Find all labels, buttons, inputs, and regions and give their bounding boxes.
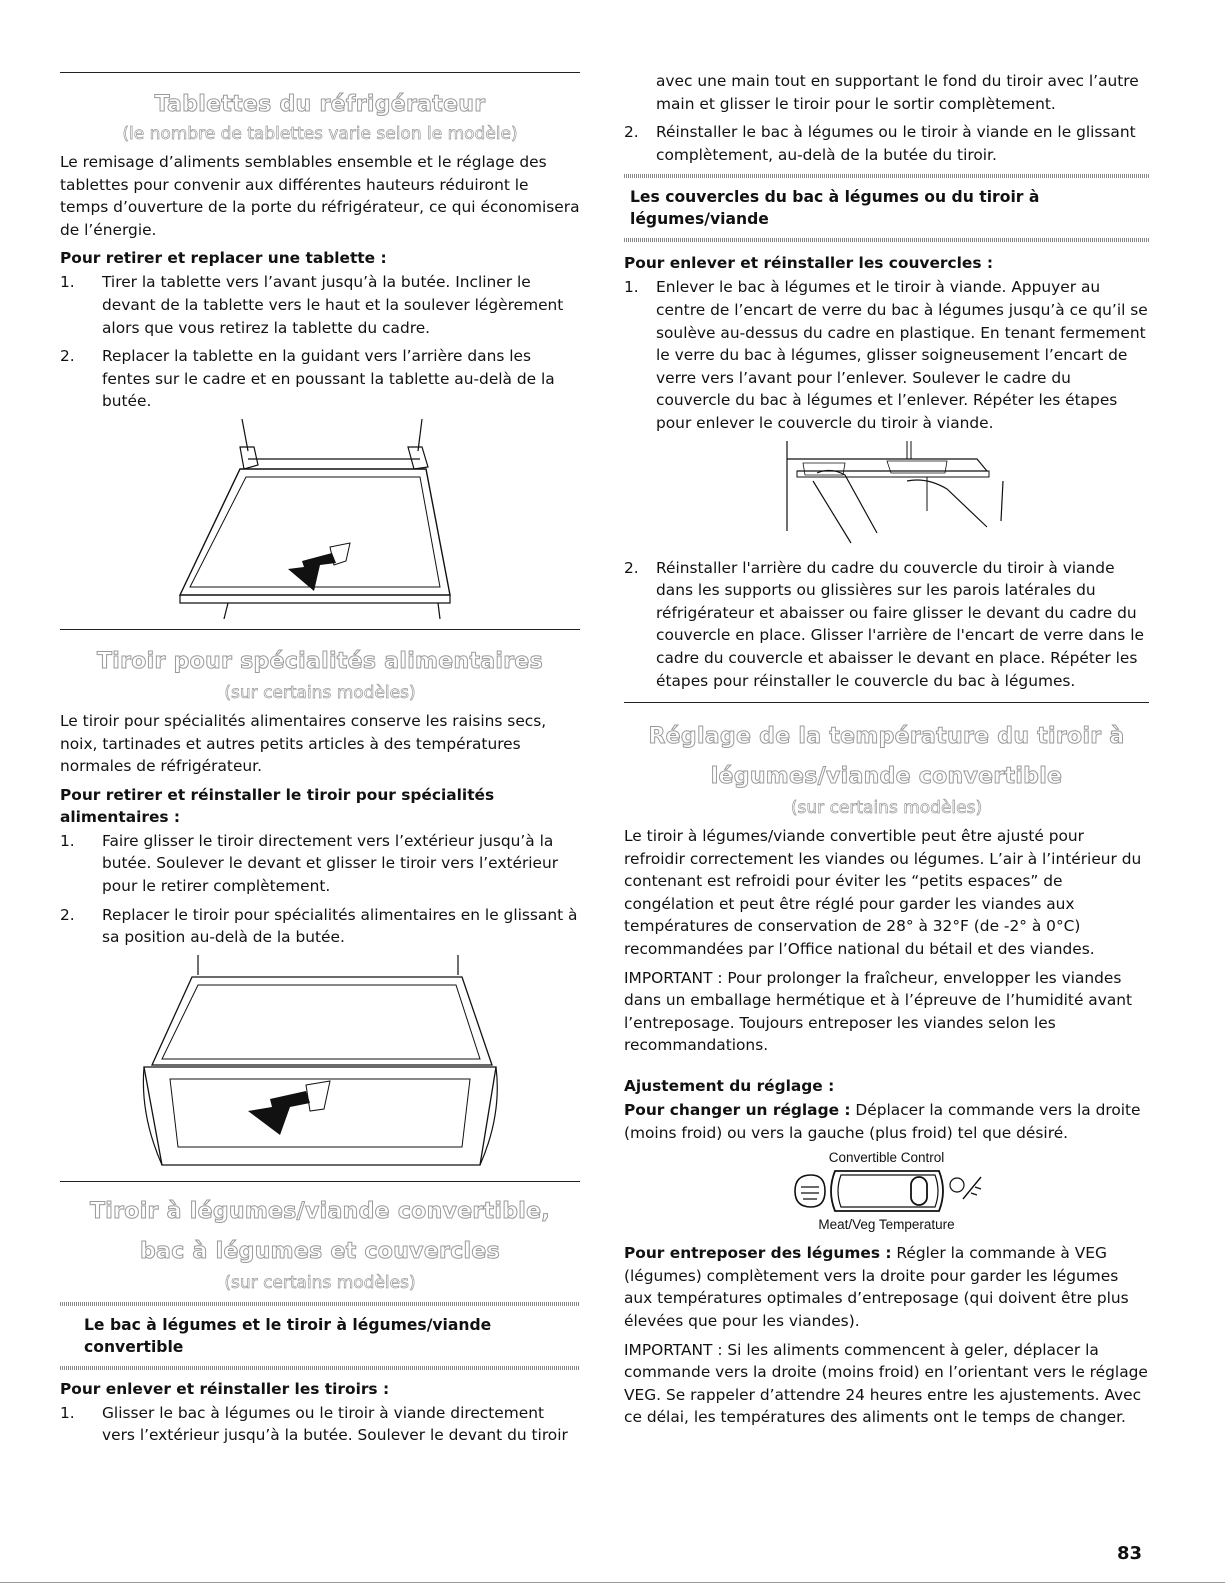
section-title-crisper-line1: Tiroir à légumes/viande convertible,	[90, 1198, 550, 1224]
list-item: 2. Réinstaller l'arrière du cadre du couvercle du tiroir à viande dans les supports ou glissières sur les parois latérales du réfrigérateur et abaisser ou faire glisser le devant du cadre du couvercle en place. Glisser l'arrière de l'encart de verre dans le cadre du couvercle et abaisser le devant en place. Répéter les étapes pour réinstaller le couvercle du bac à légumes.	[624, 558, 1144, 690]
list-item: 1. Tirer la tablette vers l’avant jusqu’à la butée. Incliner le devant de la tablette vers le haut et la soulever légèrement alors que vous retirez la tablette du cadre.	[60, 273, 564, 337]
covers-box-heading: Les couvercles du bac à légumes ou du tiroir à légumes/viande	[624, 174, 1149, 242]
vegetable-icon	[950, 1177, 981, 1199]
section-title-temp-line2: légumes/viande convertible	[710, 764, 1063, 790]
shelves-intro: Le remisage d’aliments semblables ensemble et le réglage des tablettes pour convenir aux différentes hauteurs réduiront le temps d’ouverture de la porte du réfrigérateur, ce qui économisera de l’énergie.	[60, 153, 580, 239]
list-item: 2. Replacer le tiroir pour spécialités alimentaires en le glissant à sa position au-delà de la butée.	[60, 905, 578, 947]
section-title-temp-line1: Réglage de la température du tiroir à	[648, 724, 1125, 750]
shelves-heading: Pour retirer et replacer une tablette :	[60, 249, 387, 268]
right-column	[624, 0, 1149, 1429]
section-subtitle-temp: (sur certains modèles)	[790, 798, 983, 819]
crisper-box-heading: Le bac à légumes et le tiroir à légumes/viande convertible	[60, 1302, 580, 1370]
specialty-heading: Pour retirer et réinstaller le tiroir pour spécialités alimentaires :	[60, 785, 495, 826]
section-subtitle-specialty-drawer: (sur certains modèles)	[224, 682, 416, 703]
page-number: 83	[1116, 1543, 1142, 1564]
temp-intro: Le tiroir à légumes/viande convertible peut être ajusté pour refroidir correctement les viandes ou légumes. L’air à l’intérieur du contenant est refroidi pour éviter les “petits espaces” de congélation et peut être réglé pour garder les viandes aux températures de conservation de 28° à 32°F (de -2° à 0°C) recommandées par l’Office national du bétail et des viandes.	[624, 827, 1142, 959]
covers-steps	[624, 276, 1149, 434]
control-slider[interactable]	[911, 1177, 927, 1205]
cover-removal-illustration	[757, 441, 1017, 551]
list-item: 1. Enlever le bac à légumes et le tiroir à viande. Appuyer au centre de l’encart de verre du bac à légumes jusqu’à ce qu’il se soulève au-dessus du cadre en plastique. En tenant fermement le verre du bac à légumes, glisser soigneusement l’encart de verre vers l’avant pour l’enlever. Soulever le cadre du couvercle du bac à légumes et l’enlever. Répéter les étapes pour enlever le couvercle du tiroir à viande.	[624, 278, 1148, 432]
specialty-steps	[60, 830, 580, 949]
list-item: 1. Glisser le bac à légumes ou le tiroir à viande directement vers l’extérieur jusqu’à la butée. Soulever le devant du tiroir	[60, 1403, 568, 1445]
covers-heading: Pour enlever et réinstaller les couvercles :	[624, 254, 993, 273]
change-setting-paragraph: Pour changer un réglage : Déplacer la commande vers la droite (moins froid) ou vers la gauche (plus froid) tel que désiré.	[624, 1101, 1141, 1142]
adjust-heading: Ajustement du réglage :	[624, 1077, 835, 1096]
temp-important-1: IMPORTANT : Pour prolonger la fraîcheur, envelopper les viandes dans un emballage hermétique et à l’épreuve de l’humidité avant l’entreposage. Toujours entreposer les viandes selon les recommandations.	[624, 968, 1133, 1055]
shelf-illustration	[170, 419, 470, 619]
convertible-control-dial	[787, 1165, 987, 1217]
meat-icon	[795, 1175, 825, 1207]
list-item: 2. Replacer la tablette en la guidant vers l’arrière dans les fentes sur le cadre et en poussant la tablette au-delà de la butée.	[60, 347, 555, 411]
section-subtitle-shelves: (le nombre de tablettes varie selon le modèle)	[122, 124, 518, 144]
specialty-intro: Le tiroir pour spécialités alimentaires conserve les raisins secs, noix, tartinades et autres petits articles à des températures normales de réfrigérateur.	[60, 711, 547, 776]
control-label-bottom: Meat/Veg Temperature	[818, 1217, 955, 1233]
temp-important-2: IMPORTANT : Si les aliments commencent à geler, déplacer la commande vers la droite (moins froid) en l’orientant vers le réglage VEG. Se rappeler d’attendre 24 heures entre les ajustements. Avec ce délai, les températures des aliments ont le temps de changer.	[624, 1340, 1148, 1427]
drawers-step1-continued: avec une main tout en supportant le fond du tiroir avec l’autre main et glisser le tiroir pour le sortir complètement.	[656, 72, 1139, 113]
section-rule	[624, 702, 1149, 703]
list-item: 1. Faire glisser le tiroir directement vers l’extérieur jusqu’à la butée. Soulever le devant et glisser le tiroir vers l’extérieur pour le retirer complètement.	[60, 831, 559, 895]
control-label-top: Convertible Control	[828, 1150, 945, 1166]
list-item: 2. Réinstaller le bac à légumes ou le tiroir à viande en le glissant complètement, au-delà de la butée du tiroir.	[624, 123, 1136, 164]
specialty-drawer-illustration	[140, 955, 500, 1175]
section-rule	[60, 1181, 580, 1182]
section-rule	[60, 72, 580, 73]
section-title-specialty-drawer: Tiroir pour spécialités alimentaires	[96, 648, 544, 674]
shelves-steps	[60, 271, 580, 413]
section-title-crisper-line2: bac à légumes et couvercles	[140, 1238, 500, 1264]
section-rule	[60, 629, 580, 630]
drawers-steps-continued	[624, 121, 1149, 166]
covers-steps-2	[624, 557, 1149, 693]
section-subtitle-crisper: (sur certains modèles)	[224, 1272, 416, 1293]
drawers-heading: Pour enlever et réinstaller les tiroirs :	[60, 1379, 390, 1398]
bottom-rule	[0, 1582, 1225, 1583]
left-column	[60, 0, 580, 1453]
store-vegetables-paragraph: Pour entreposer des légumes : Régler la commande à VEG (légumes) complètement vers la droite pour garder les légumes aux températures optimales d’entreposage (qui doivent être plus élevées que pour les viandes).	[624, 1244, 1129, 1330]
drawers-steps	[60, 1402, 580, 1447]
section-title-shelves: Tablettes du réfrigérateur	[154, 92, 486, 117]
